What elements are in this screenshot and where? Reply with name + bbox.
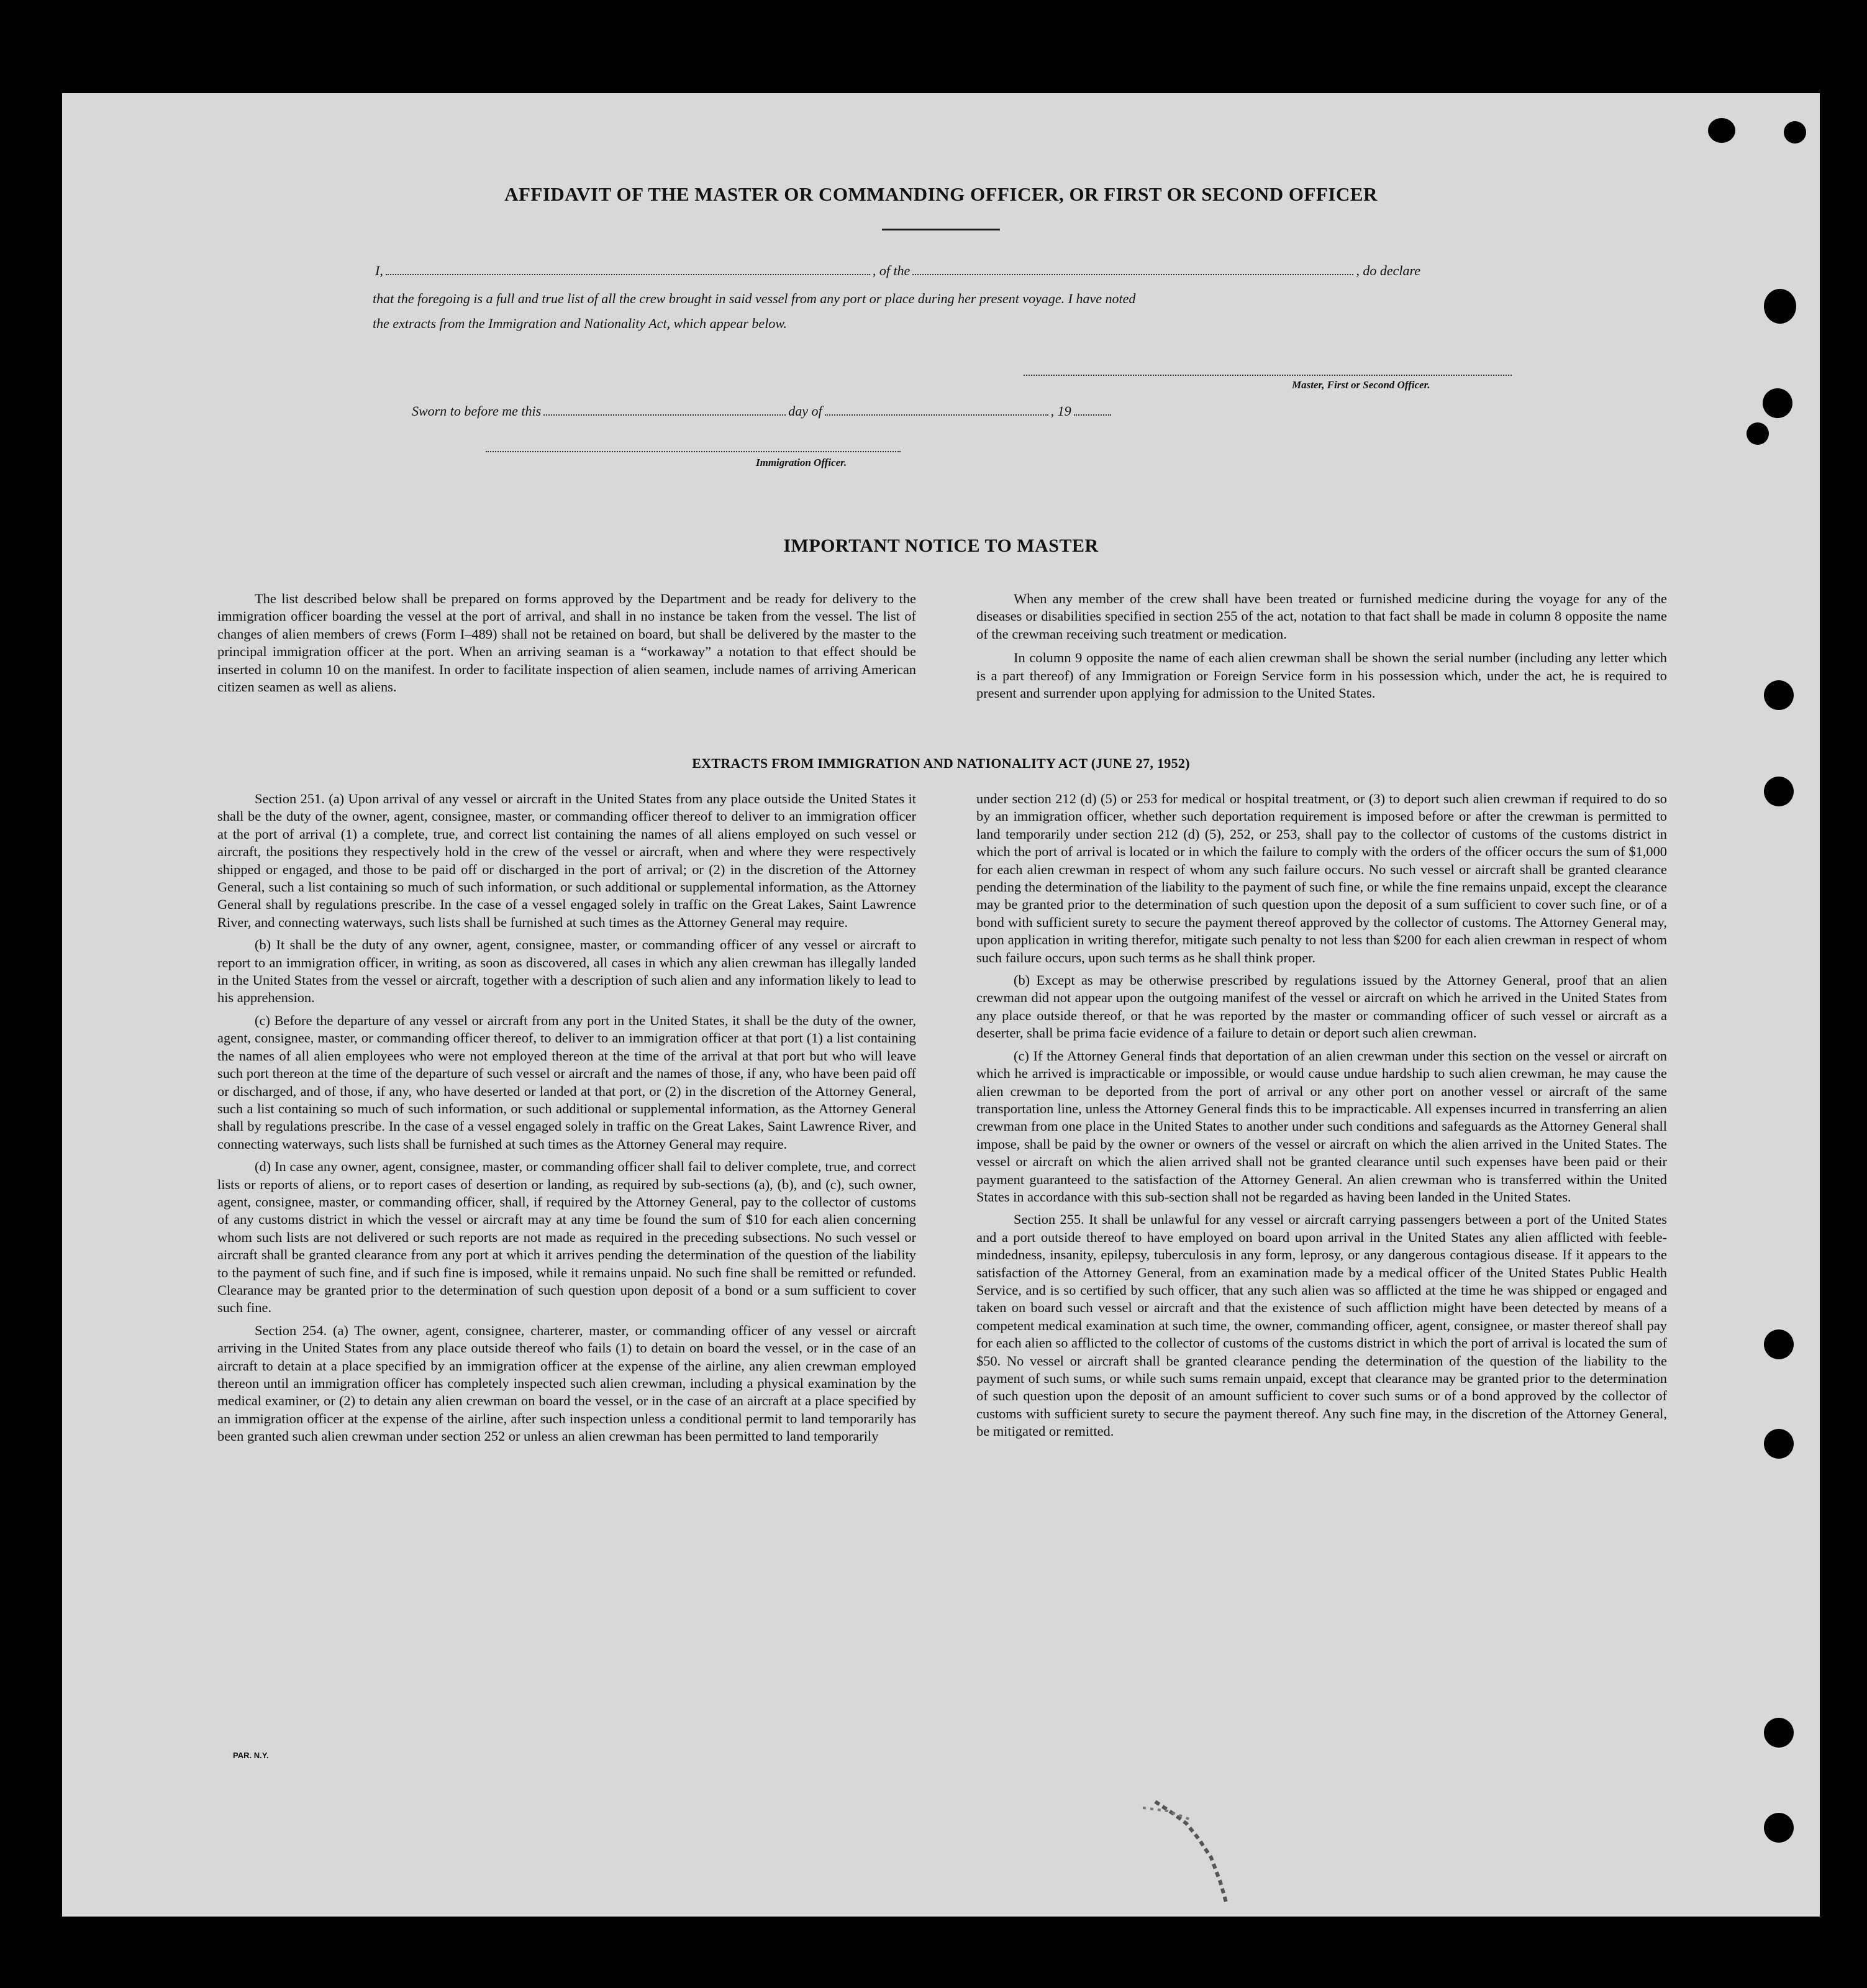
immigration-signature-label: Immigration Officer. <box>756 457 847 468</box>
extracts-right-column <box>976 790 1667 1441</box>
title-rule <box>882 229 1000 230</box>
section-255: Section 255. It shall be unlawful for any vessel or aircraft carrying passengers between a port of the United States and a port outside thereof to have employed on board upon arrival in the United States any alien afflicted with feeble-mindedness, insanity, epilepsy, tuberculosis in any form, leprosy, or any dangerous contagious disease. If it appears to the satisfaction of the Attorney General, from an examination made by a medical officer of the United States Public Health Service, and is so certified by such officer, that any such alien was so afflicted at the time he was shipped or engaged and taken on board such vessel or aircraft and that the existence of such affliction might have been detected by means of a competent medical examination at such time, the owner, commanding officer, agent, consignee, or master thereof shall pay for each alien so afflicted to the collector of customs of the customs district in which the port of arrival is located the sum of $50. No vessel or aircraft shall be granted clearance pending the determination of the question of the liability to the payment of such sums, or while such sums remain unpaid, except that clearance may be granted prior to the determination of such question upon the deposit of an amount sufficient to cover such sums or of a bond approved by the collector of customs with sufficient surety to secure the payment thereof. Any such fine may, in the discretion of the Attorney General, be mitigated or remitted. <box>976 1211 1667 1439</box>
manifest-page <box>62 93 1820 1917</box>
immigration-signature-line[interactable] <box>486 451 901 452</box>
section-254-c: (c) If the Attorney General finds that deportation of an alien crewman under this section on the vessel or aircraft on which he arrived is impracticable or impossible, or would cause undue hardship to such alien crewman, he may cause the alien crewman to be deported from the port of arrival or any other port on another vessel or aircraft of the same transportation line, unless the Attorney General finds this to be impracticable. All expenses incurred in transferring an alien crewman from one place in the United States to another under such conditions and safeguards as the Attorney General shall impose, shall be paid by the owner or owners of the vessel or aircraft on which the alien arrived in the United States. The vessel or aircraft on which the alien arrived shall not be granted clearance until such expenses have been paid or their payment guaranteed to the satisfaction of the Attorney General. An alien crewman who is transferred within the United States in accordance with this sub-section shall not be regarded as having been landed in the United States. <box>976 1047 1667 1205</box>
sworn-day-of: day of <box>788 403 822 419</box>
affidavit-title: AFFIDAVIT OF THE MASTER OR COMMANDING OFFICER, OR FIRST OR SECOND OFFICER <box>504 183 1378 205</box>
punch-hole <box>1764 289 1796 324</box>
punch-hole <box>1747 422 1769 445</box>
section-254-b: (b) Except as may be otherwise prescribed by regulations issued by the Attorney General, proof that an alien crewman did not appear upon the outgoing manifest of the vessel or aircraft on which he arrived in the United States from any place outside thereof, or that he was reported by the master or commanding officer of such vessel or aircraft as a deserter, shall be prima facie evidence of a failure to detain or deport such alien crewman. <box>976 972 1667 1041</box>
punch-hole <box>1764 680 1794 710</box>
section-251-d: (d) In case any owner, agent, consignee, master, or commanding officer shall fail to deliver complete, true, and correct lists or reports of aliens, or to report cases of desertion or landing, as required by sub-sections (a), (b), and (c), such owner, agent, consignee, master, or commanding officer, shall, if required by the Attorney General, pay to the collector of customs of any customs district in which the vessel or aircraft may at any time be found the sum of $10 for each alien concerning whom such lists are not delivered or such reports are not made as required in the preceding subsections. No such vessel or aircraft shall be granted clearance from any port at which it arrives pending the determination of the question of the liability to the payment of such fine, and if such fine is imposed, while it remains unpaid. No such fine shall be remitted or refunded. Clearance may be granted prior to the determination of such question upon deposit of a bond or a sum sufficient to cover such fine. <box>217 1159 916 1316</box>
sworn-month-blank[interactable] <box>825 414 1048 416</box>
punch-hole <box>1784 121 1806 144</box>
notice-left-column <box>217 590 916 696</box>
extracts-left-column <box>217 790 916 1446</box>
affidavit-i: I, <box>375 263 383 278</box>
punch-hole <box>1764 1718 1794 1748</box>
notice-right-paragraph-1: When any member of the crew shall have been treated or furnished medicine during the voyage for any of the diseases or disabilities specified in section 255 of the act, notation to that fact shall be made in column 8 opposite the name of the crewman receiving such treatment or medication. <box>976 591 1667 642</box>
affidavit-of-the: , of the <box>872 263 911 278</box>
section-251-b: (b) It shall be the duty of any owner, agent, consignee, master, or commanding officer of any vessel or aircraft to report to an immigration officer, in writing, as soon as discovered, all cases in which any alien crewman has illegally landed in the United States from the vessel or aircraft, together with a description of such alien and any information likely to lead to his apprehension. <box>217 937 916 1006</box>
sworn-year: , 19 <box>1050 403 1071 419</box>
affidavit-line-2: that the foregoing is a full and true list of all the crew brought in said vessel from any port or place during her present voyage. I have noted <box>373 291 1136 306</box>
vessel-blank[interactable] <box>912 274 1353 275</box>
extracts-title: EXTRACTS FROM IMMIGRATION AND NATIONALITY ACT (JUNE 27, 1952) <box>692 755 1190 771</box>
punch-hole <box>1764 1813 1794 1843</box>
sworn-day-blank[interactable] <box>543 414 786 416</box>
section-251-c: (c) Before the departure of any vessel or aircraft from any port in the United States, it shall be the duty of the owner, agent, consignee, master, or commanding officer thereof, to deliver to an immigration officer at that port (1) a list containing the names of all alien employees who were not employed thereon at the time of the arrival at that port but who will leave such port thereon at the time of the departure of such vessel or aircraft and the names of those, if any, who have been paid off or discharged, and of those, if any, who have deserted or landed at that port, or (2) in the discretion of the Attorney General, such a list containing so much of such information, or such additional or supplemental information, as the Attorney General shall by regulations prescribe. In the case of a vessel engaged solely in traffic on the Great Lakes, Saint Lawrence River, and connecting waterways, such lists shall be furnished at such times as the Attorney General may require. <box>217 1012 916 1152</box>
name-blank[interactable] <box>386 274 870 275</box>
affidavit-line-1 <box>375 263 1420 279</box>
notice-right-paragraph-2: In column 9 opposite the name of each alien crewman shall be shown the serial number (including any letter which is a part thereof) of any Immigration or Foreign Service form in his possession which, under the act, he is required to present and surrender upon applying for admission to the United States. <box>976 650 1667 701</box>
printer-mark: PAR. N.Y. <box>233 1751 269 1760</box>
master-signature-label: Master, First or Second Officer. <box>1292 379 1430 391</box>
affidavit-line-3: the extracts from the Immigration and Nationality Act, which appear below. <box>373 316 787 331</box>
master-signature-line[interactable] <box>1024 375 1512 376</box>
notice-title: IMPORTANT NOTICE TO MASTER <box>783 536 1099 556</box>
ink-smudge <box>1118 1789 1279 1913</box>
punch-hole <box>1764 777 1794 806</box>
punch-hole <box>1708 118 1735 143</box>
punch-hole <box>1764 1429 1794 1459</box>
sworn-prefix: Sworn to before me this <box>412 403 542 419</box>
section-254-a: Section 254. (a) The owner, agent, consignee, charterer, master, or commanding officer of any vessel or aircraft arriving in the United States from any place outside thereof who fails (1) to detain on board the vessel, or in the case of an aircraft to detain at a place specified by an immigration officer at the expense of the airline, any alien crewman employed thereon until an immigration officer has completely inspected such alien crewman, including a physical examination by the medical examiner, or (2) to detain any alien crewman on board the vessel, or in the case of an aircraft at a place specified by an immigration officer at the expense of the airline, after such inspection unless a conditional permit to land temporarily has been granted such alien crewman under section 252 or unless an alien crewman has been permitted to land temporarily <box>217 1322 916 1444</box>
sworn-year-blank[interactable] <box>1074 414 1111 416</box>
section-254-a-continued: under section 212 (d) (5) or 253 for medical or hospital treatment, or (3) to deport such alien crewman if required to do so by an immigration officer, whether such deportation requirement is imposed before or after the crewman is permitted to land temporarily under section 212 (d) (5), 252, or 253, shall pay to the collector of customs of the customs district in which the port of arrival is located or in which the failure to comply with the orders of the officer occurs the sum of $1,000 for each alien crewman in respect of whom any such failure occurs. No such vessel or aircraft shall be granted clearance pending the determination of the liability to the payment of such fine, or while the fine remains unpaid, except the clearance may be granted prior to the determination of such question upon the deposit of a sum sufficient to cover such fine, or of a bond with sufficient surety to secure the payment thereof approved by the collector of customs. The Attorney General may, upon application in writing therefor, mitigate such penalty to not less than $200 for each alien crewman in respect of whom such failure occurs, upon such terms as he shall think proper. <box>976 791 1667 965</box>
sworn-line <box>412 403 1114 419</box>
punch-hole <box>1764 1329 1794 1359</box>
punch-hole <box>1763 388 1792 418</box>
affidavit-declare: , do declare <box>1356 263 1420 278</box>
notice-right-column <box>976 590 1667 702</box>
section-251-a: Section 251. (a) Upon arrival of any vessel or aircraft in the United States from any place outside the United States it shall be the duty of the owner, agent, consignee, master, or commanding officer thereof to deliver to an immigration officer at the port of arrival (1) a complete, true, and correct list containing the names of all aliens employed on such vessel or aircraft, the positions they respectively hold in the crew of the vessel or aircraft, when and where they were respectively shipped or engaged, and those to be paid off or discharged in the port of arrival; or (2) in the discretion of the Attorney General, such a list containing so much of such information, or such additional or supplemental information, as the Attorney General shall by regulations prescribe. In the case of a vessel engaged solely in traffic on the Great Lakes, Saint Lawrence River, and connecting waterways, such lists shall be furnished at such times as the Attorney General may require. <box>217 791 916 930</box>
notice-left-paragraph: The list described below shall be prepared on forms approved by the Department and be ready for delivery to the immigration officer boarding the vessel at the port of arrival, and shall in no instance be taken from the vessel. The list of changes of alien members of crews (Form I–489) shall not be retained on board, but shall be delivered by the master to the principal immigration officer at the port. When an arriving seaman is a “workaway” a notation to that effect should be inserted in column 10 on the manifest. In order to facilitate inspection of alien seamen, include names of arriving American citizen seamen as well as aliens. <box>217 591 916 695</box>
